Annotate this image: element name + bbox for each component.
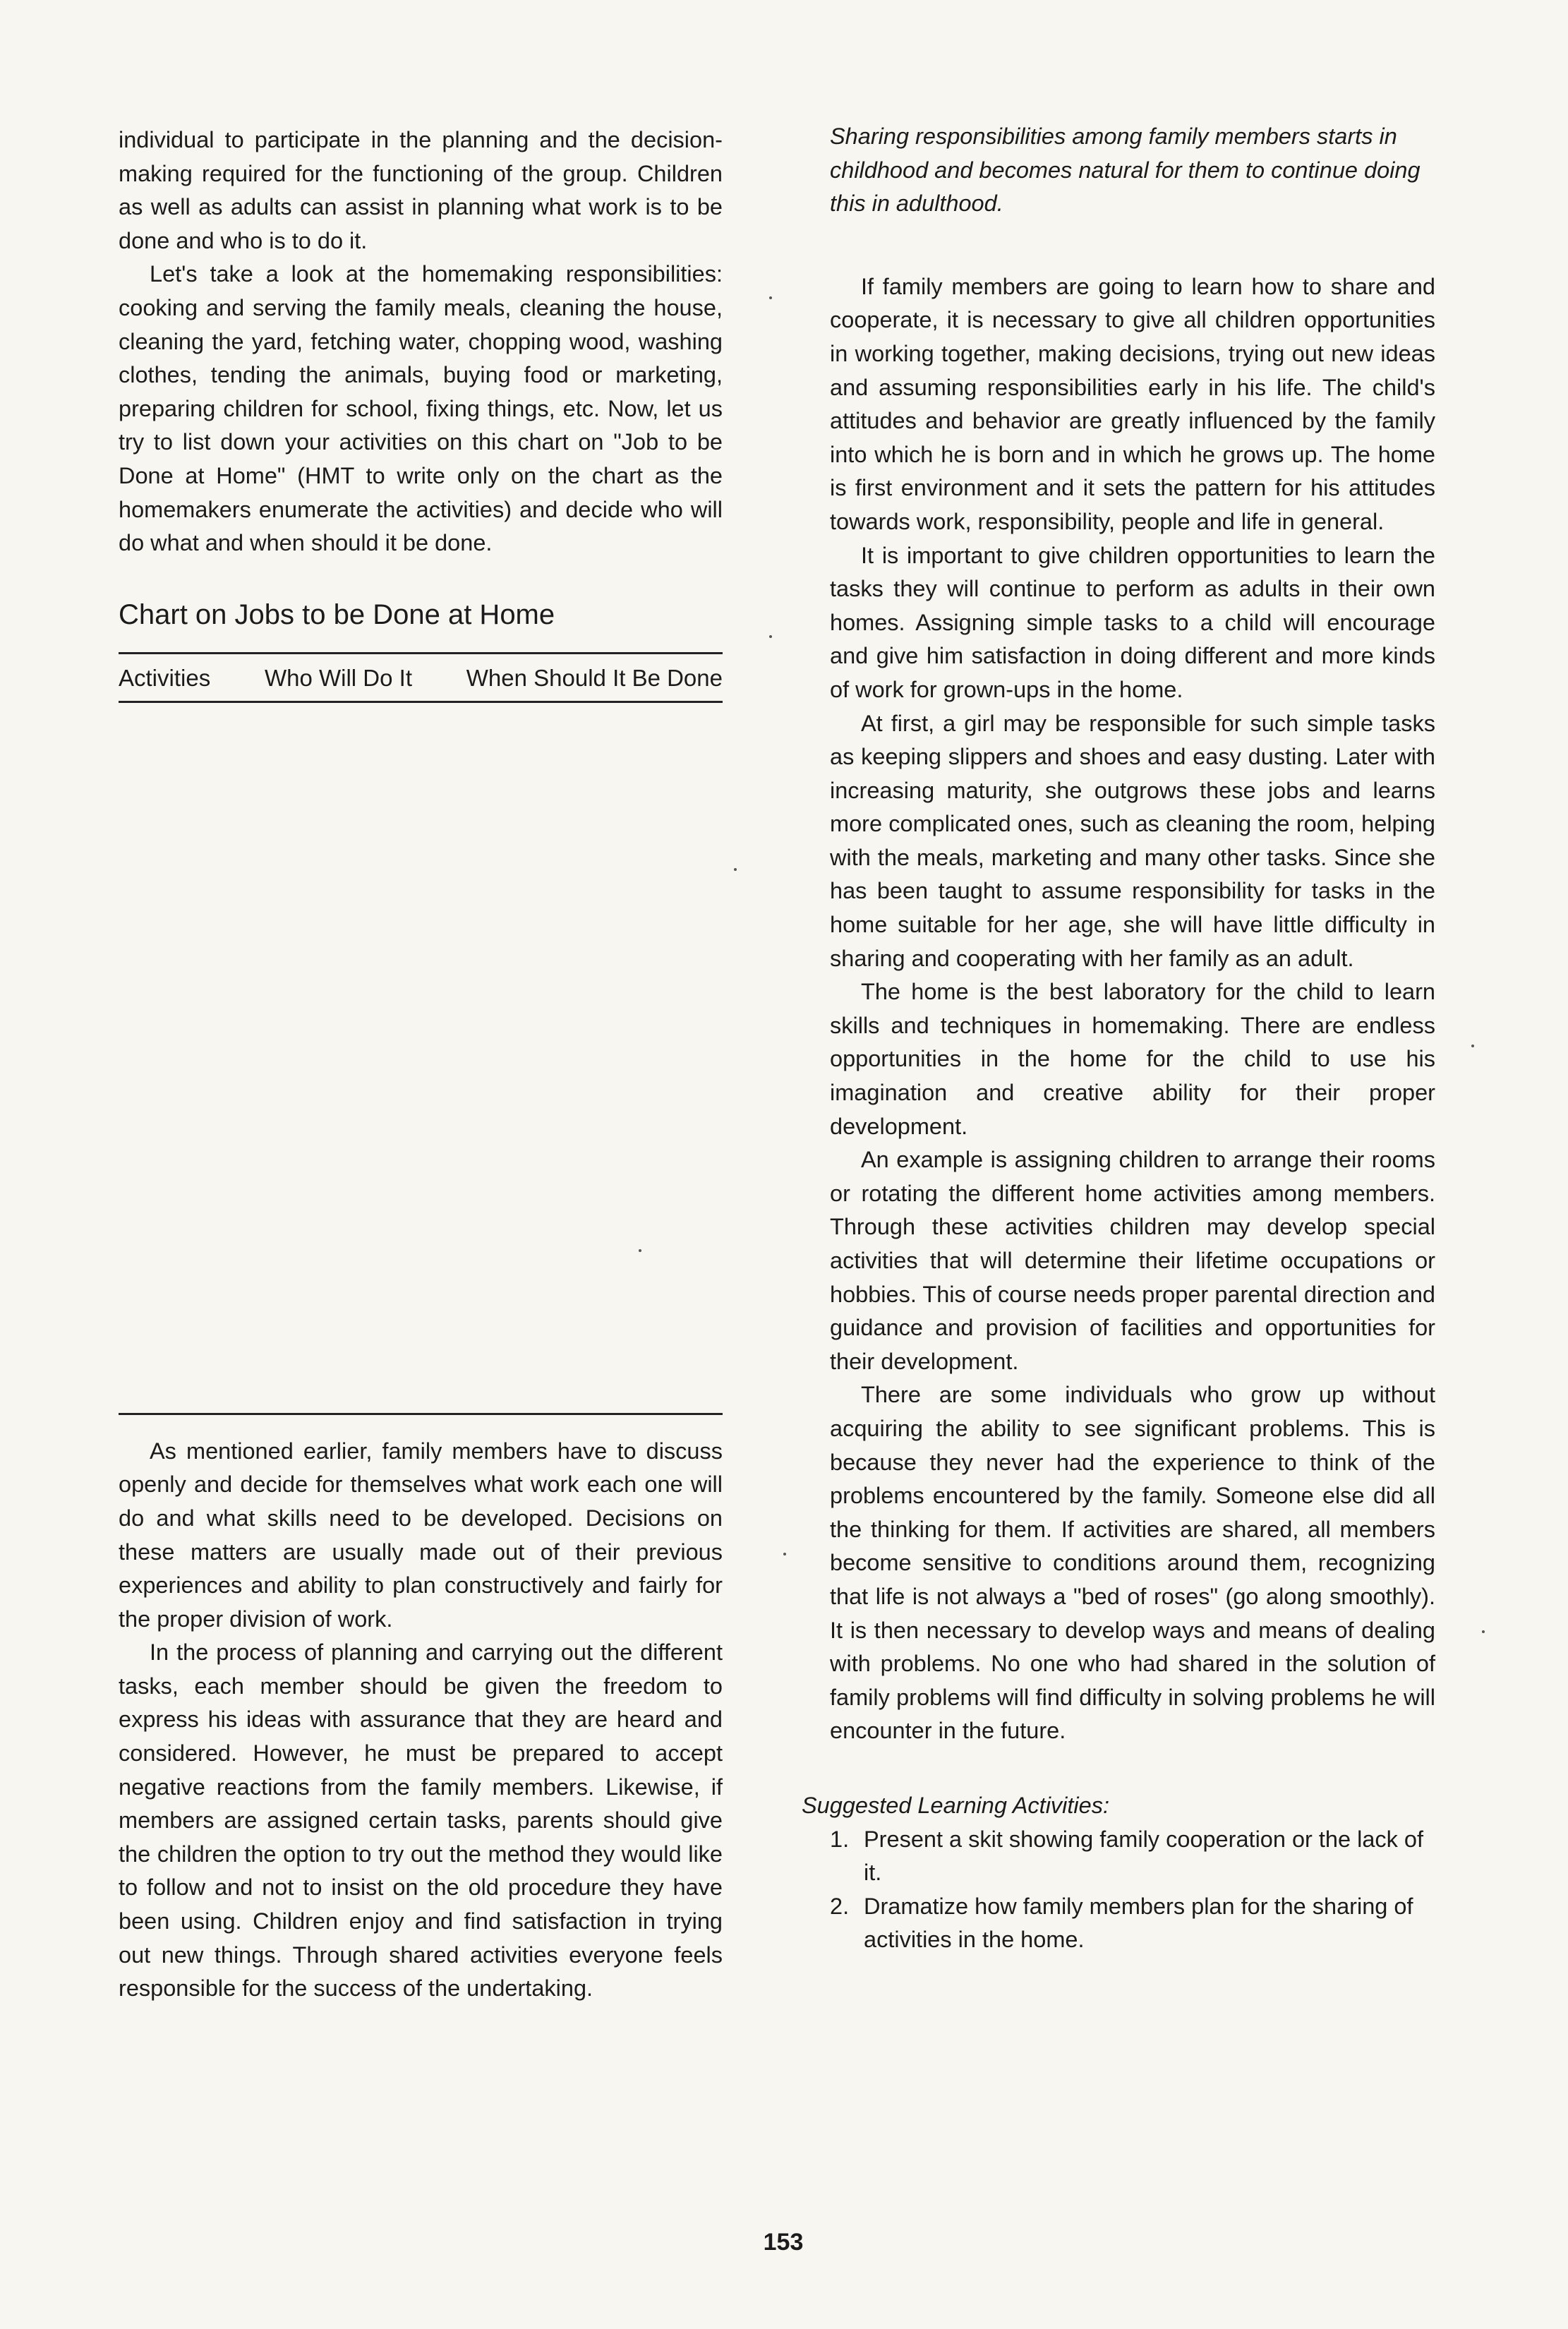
scan-speck (769, 296, 772, 299)
scan-speck (1471, 1045, 1474, 1047)
paragraph-learn-tasks: It is important to give children opportunities to learn the tasks they will continue to perform as adults in their own homes. Assigning simple tasks to a child will encourage and give him satisfaction in doing different and more kinds of work for grown-ups in the home. (830, 542, 1435, 702)
activities-list (830, 1823, 1435, 1957)
paragraph-example: An example is assigning children to arrange their rooms or rotating the different home activities among members. Through these activities children may develop special activities that will determine their lifetime occupations or hobbies. This of course needs proper parental direction and guidance and provision of facilities and opportunities for their development. (830, 1147, 1435, 1374)
chart-column-when: When Should It Be Done (466, 664, 723, 691)
jobs-chart (119, 597, 723, 1415)
scan-speck (769, 635, 772, 638)
scan-speck (1482, 1630, 1485, 1633)
list-item-number: 1. (830, 1826, 850, 1852)
paragraph-best-laboratory: The home is the best laboratory for the child to learn skills and techniques in homemaking. There are endless opportunities in the home for the child to use his imagination and creative ability for their proper development. (830, 979, 1435, 1139)
right-column (802, 120, 1435, 1957)
paragraph-significant-problems: There are some individuals who grow up without acquiring the ability to see significant problems. This is because they never had the experience to think of the problems encountered by the family. Someone else did all the thinking for them. If activities are shared, all members become sensitive to conditions around them, recognizing that life is not always a "bed of roses" (go along smoothly). It is then necessary to develop ways and means of dealing with problems. No one who had shared in the solution of family problems will find difficulty in solving problems he will encounter in the future. (830, 1382, 1435, 1744)
paragraph-homemaking-responsibilities: Let's take a look at the homemaking responsibilities: cooking and serving the family meals, cleaning the house, cleaning the yard, fetching water, chopping wood, washing clothes, tending the animals, buying food or marketing, preparing children for school, fixing things, etc. Now, let us try to list down your activities on this chart on "Job to be Done at Home" (HMT to write only on the chart as the homemakers enumerate the activities) and decide who will do what and when should it be done. (119, 261, 723, 556)
scan-speck (639, 1249, 641, 1252)
page-number: 153 (763, 2229, 804, 2256)
scan-speck (783, 1553, 786, 1555)
scan-speck (734, 868, 737, 871)
chart-header-row (119, 654, 723, 701)
list-item-number: 2. (830, 1893, 850, 1919)
chart-title: Chart on Jobs to be Done at Home (119, 598, 555, 630)
paragraph-planning-continuation: individual to participate in the planning and the decision-making required for the functioning of the group. Children as well as adults can assist in planning what work is to be done and who is to do it. (119, 127, 723, 253)
paragraph-discuss-openly: As mentioned earlier, family members have to discuss openly and decide for themselves what work each one will do and what skills need to be developed. Decisions on these matters are usually made out of their previous experiences and ability to plan constructively and fairly for the proper division of work. (119, 1438, 723, 1632)
right-body (830, 270, 1435, 1748)
intro-statement: Sharing responsibilities among family members starts in childhood and becomes natural for them to continue doing this in adulthood. (830, 124, 1421, 217)
chart-column-who: Who Will Do It (264, 664, 412, 691)
suggested-activities-heading: Suggested Learning Activities: (802, 1792, 1110, 1818)
list-item-text: Dramatize how family members plan for the sharing of activities in the home. (864, 1893, 1413, 1953)
paragraph-learn-to-share: If family members are going to learn how to share and cooperate, it is necessary to give all children opportunities in working together, making decisions, trying out new ideas and assuming responsibilities early in his life. The child's attitudes and behavior are greatly influenced by the family into which he is born and in which he grows up. The home is first environment and it sets the pattern for his attitudes towards work, responsibility, people and life in general. (830, 273, 1435, 534)
list-item-text: Present a skit showing family cooperation or the lack of it. (864, 1826, 1424, 1886)
left-column (119, 124, 723, 2006)
list-item (830, 1890, 1435, 1957)
chart-blank-area (119, 703, 723, 1413)
paragraph-planning-process: In the process of planning and carrying out the different tasks, each member should be given the freedom to express his ideas with assurance that they are heard and considered. However, he must be prepared to accept negative reactions from the family members. Likewise, if members are assigned certain tasks, parents should give the children the option to try out the method they would like to follow and not to insist on the old procedure they have been using. Children enjoy and find satisfaction in trying out new things. Through shared activities everyone feels responsible for the success of the undertaking. (119, 1639, 723, 2002)
list-item (830, 1823, 1435, 1890)
paragraph-at-first: At first, a girl may be responsible for such simple tasks as keeping slippers and shoes and easy dusting. Later with increasing maturity, she outgrows these jobs and learns more complicated ones, such as cleaning the room, helping with the meals, marketing and many other tasks. Since she has been taught to assume responsibility for tasks in the home suitable for her age, she will have little difficulty in sharing and cooperating with her family as an adult. (830, 710, 1435, 971)
chart-column-activities: Activities (119, 664, 211, 691)
chart-bottom-rule (119, 1413, 723, 1415)
